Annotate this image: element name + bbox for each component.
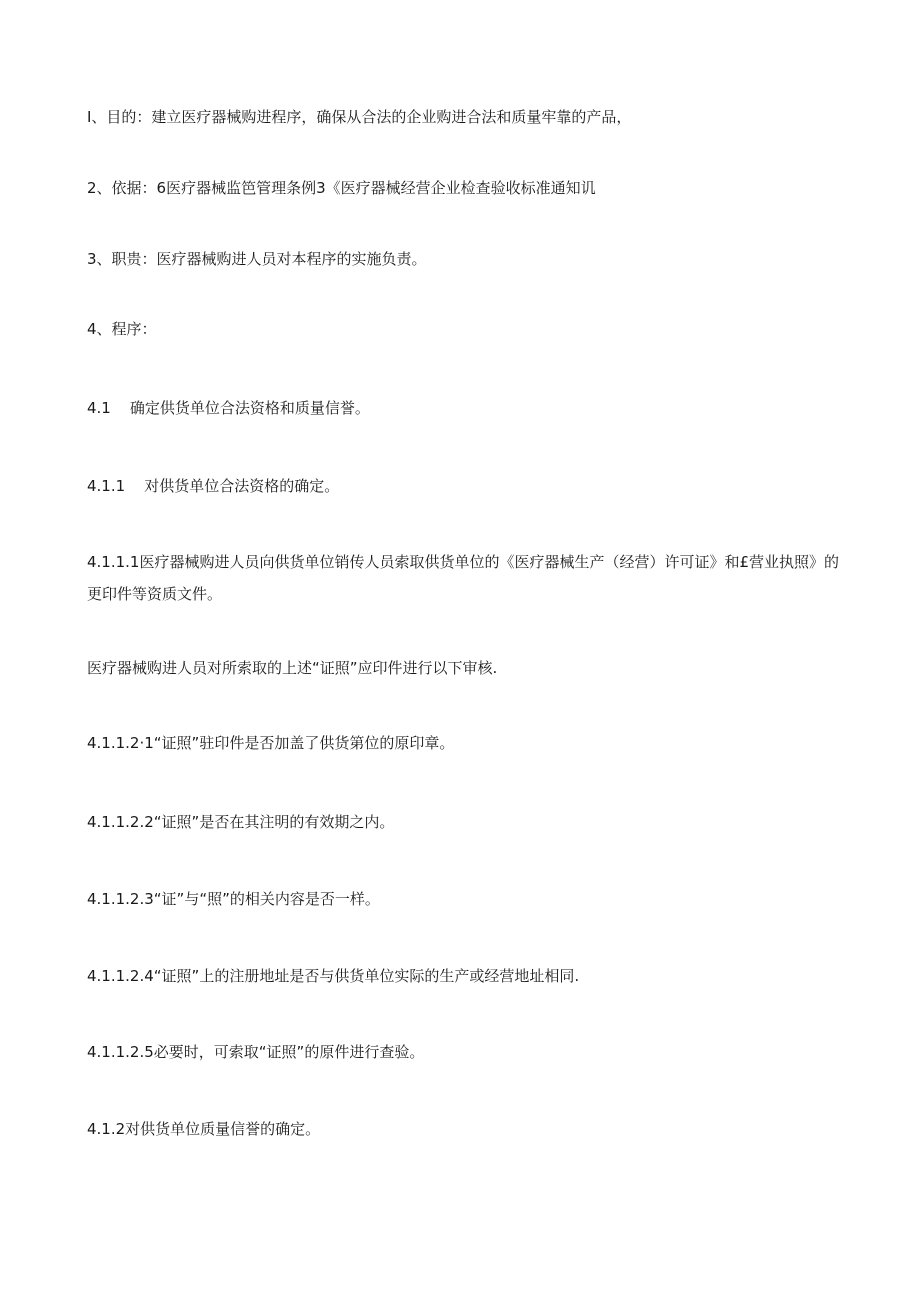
section-4-1-1-1: 4.1.1.1医疗器械购进人员向供货单位销传人员索取供货单位的《医疗器械生产（经营）许可证》和£营业执照》的更印件等资质文件。 [87,553,840,603]
paragraph-purpose: I、目的：建立医疗器械购进程序，确保从合法的企业购进合法和质量牢靠的产品， [87,108,632,126]
section-4-1-1: 4.1.1 对供货单位合法资格的确定。 [87,477,340,495]
paragraph-procedure-heading: 4、程序： [87,320,157,338]
section-4-1-1-2-4: 4.1.1.2.4“证照”上的注册地址是否与供货单位实际的生产或经营地址相同. [87,967,580,985]
section-4-1-1-2-5: 4.1.1.2.5必要时，可索取“证照”的原件进行查验。 [87,1043,425,1061]
section-4-1-2: 4.1.2对供货单位质量信誉的确定。 [87,1120,321,1138]
section-4-1-1-2-2: 4.1.1.2.2“证照”是否在其注明的有效期之内。 [87,813,395,831]
section-4-1-1-2-1: 4.1.1.2·1“证照”驻印件是否加盖了供货第位的原印章。 [87,734,455,752]
paragraph-review-intro: 医疗器械购进人员对所索取的上述“证照”应印件进行以下审核. [87,659,498,677]
section-4-1: 4.1 确定供货单位合法资格和质量信誉。 [87,399,370,417]
section-4-1-1-2-3: 4.1.1.2.3“证”与“照”的相关内容是否一样。 [87,890,380,908]
paragraph-responsibility: 3、职贵：医疗器械购进人员对本程序的实施负责。 [87,250,427,268]
paragraph-basis: 2、依据：6医疗器械监笆管理条例3《医疗器械经营企业检查验收标准通知讥 [87,179,596,197]
